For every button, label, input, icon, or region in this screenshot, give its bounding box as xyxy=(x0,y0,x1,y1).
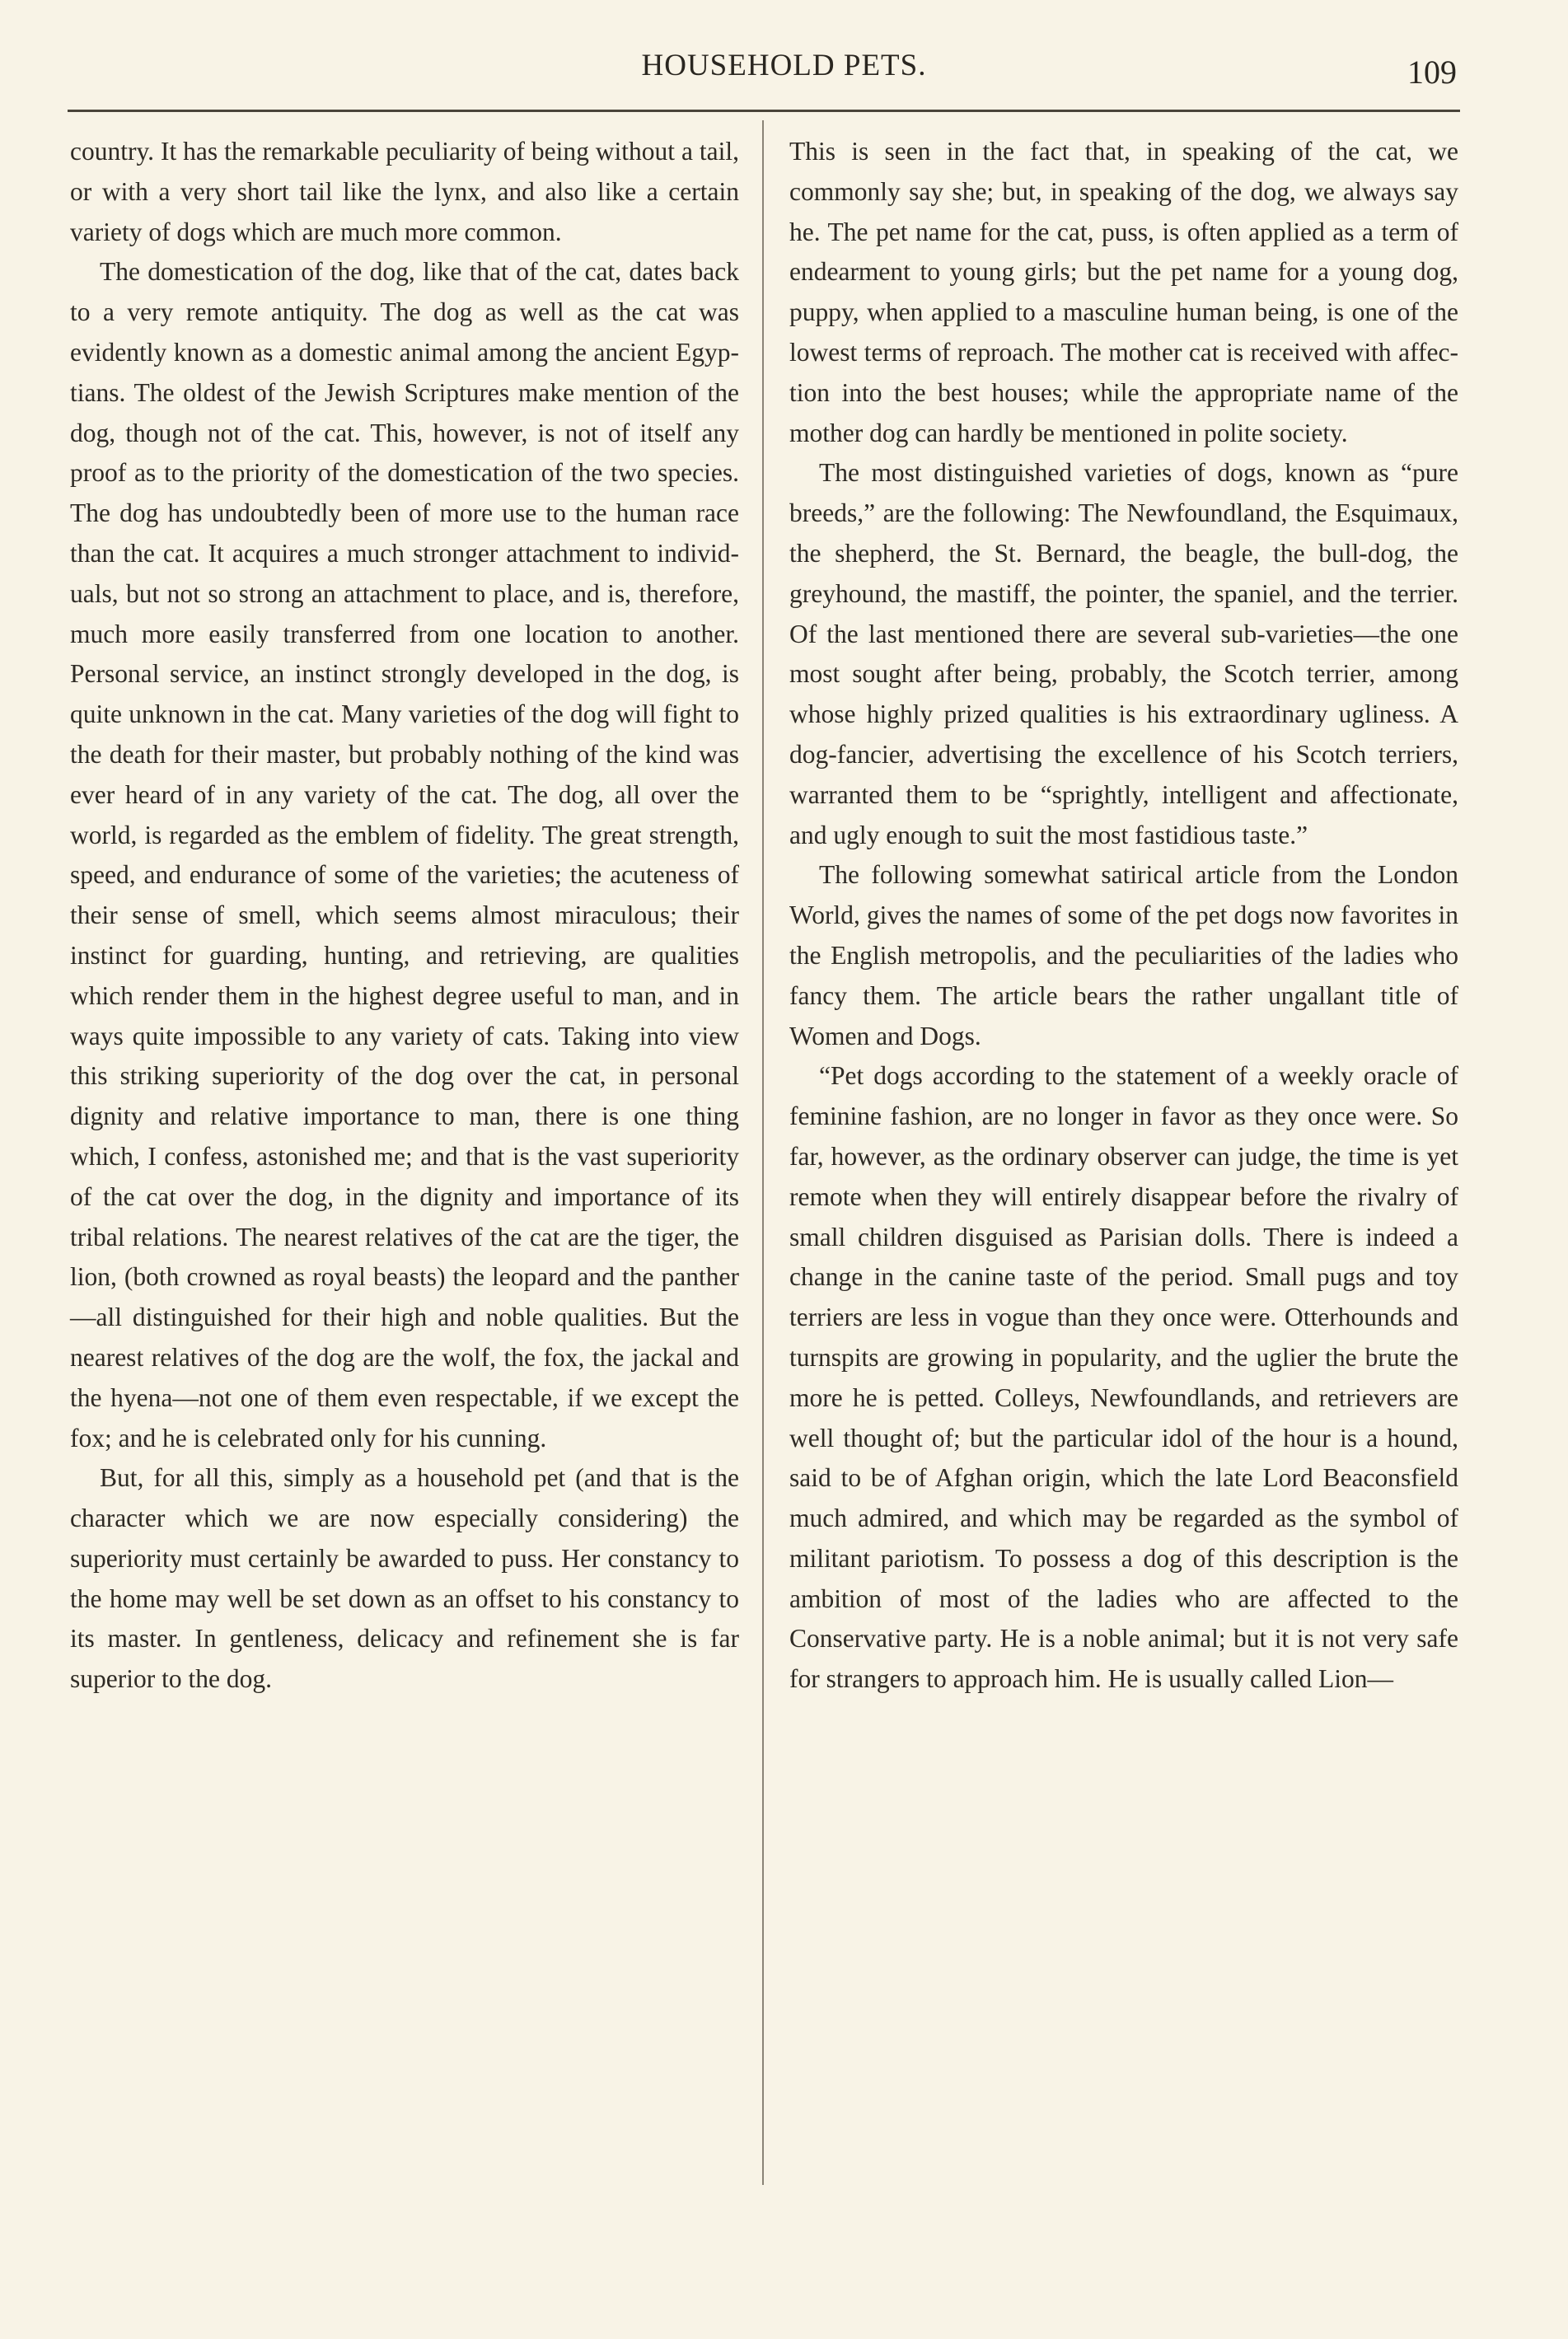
page-number: 109 xyxy=(1407,54,1457,91)
paragraph: But, for all this, simply as a household pet (and that is the character which we are now especially considering) the superiority must certainly be awarded to puss. Her constancy to the home may well be set down as an offset to his constancy to its master. In gentleness, delicacy and refinement she is far superior to the dog. xyxy=(70,1463,739,1694)
paragraph: “Pet dogs according to the statement of a weekly oracle of feminine fashion, are no longer in favor as they once were. So far, however, as the ordinary observer can judge, the time is yet remote when they will entirely disappear before the rivalry of small children disguised as Parisian dolls. There is indeed a change in the canine taste of the period. Small pugs and toy terriers are less in vogue than they once were. Otterhounds and turnspits are growing in popularity, and the uglier the brute the more he is petted. Colleys, Newfoundlands, and retrievers are well thought of; but the particular idol of the hour is a hound, said to be of Afghan origin, which the late Lord Beaconsfield much admired, and which may be regarded as the symbol of militant pariotism. To possess a dog of this description is the ambition of most of the ladies who are affected to the Conservative party. He is a noble animal; but it is not very safe for strangers to approach him. He is usually called Lion— xyxy=(789,1061,1458,1694)
paragraph: This is seen in the fact that, in speaking of the cat, we commonly say she; but, in speaking of the dog, we always say he. The pet name for the cat, puss, is often applied as a term of endearment to young girls; but the pet name for a young dog, puppy, when applied to a masculine human being, is one of the lowest terms of reproach. The mother cat is received with affection into the best houses; while the appropriate name of the mother dog can hardly be mentioned in polite society. xyxy=(789,137,1458,447)
paragraph: The following somewhat satirical article from the London World, gives the names of some of the pet dogs now favorites in the English metropolis, and the peculiarities of the ladies who fancy them. The article bears the rather ungallant title of Women and Dogs. xyxy=(789,860,1458,1050)
paragraph: The most distinguished varieties of dogs, known as “pure breeds,” are the following: The Newfoundland, the Esquimaux, the shepherd, the St. Bernard, the beagle, the bull-dog, the greyhound, the mastiff, the pointer, the spaniel, and the terrier. Of the last mentioned there are several sub-varieties—the one most sought after being, probably, the Scotch terrier, among whose highly prized qualities is his extraordinary ugliness. A dog-fancier, advertising the excellence of his Scotch terriers, warranted them to be “sprightly, intelligent and affectionate, and ugly enough to suit the most fastidious taste.” xyxy=(789,458,1458,849)
running-title: HOUSEHOLD PETS. xyxy=(641,49,927,82)
paragraph: The domestication of the dog, like that of the cat, dates back to a very remote antiquity. The dog as well as the cat was evidently known as a domestic animal among the ancient Egyptians. The oldest of the Jewish Scriptures make mention of the dog, though not of the cat. This, however, is not of itself any proof as to the priority of the domestication of the two species. The dog has undoubtedly been of more use to the human race than the cat. It acquires a much stronger attachment to individuals, but not so strong an attachment to place, and is, therefore, much more easily transferred from one location to another. Personal service, an instinct strongly developed in the dog, is quite unknown in the cat. Many varieties of the dog will fight to the death for their master, but probably nothing of the kind was ever heard of in any variety of the cat. The dog, all over the world, is regarded as the emblem of fidelity. The great strength, speed, and endurance of some of the varieties; the acuteness of their sense of smell, which seems almost miraculous; their instinct for guarding, hunting, and retrieving, are qualities which render them in the highest degree useful to man, and in ways quite impossible to any variety of cats. Taking into view this striking superiority of the dog over the cat, in personal dignity and relative importance to man, there is one thing which, I confess, astonished me; and that is the vast superiority of the cat over the dog, in the dignity and importance of its tribal relations. The nearest relatives of the cat are the tiger, the lion, (both crowned as royal beasts) the leopard and the panther—all distinguished for their high and noble qualities. But the nearest relatives of the dog are the wolf, the fox, the jackal and the hyena—not one of them even respectable, if we except the fox; and he is celebrated only for his cunning. xyxy=(70,257,739,1453)
header-rule xyxy=(68,110,1460,112)
paragraph: country. It has the remarkable peculiarity of being without a tail, or with a very short tail like the lynx, and also like a certain variety of dogs which are much more common. xyxy=(70,137,739,246)
right-column xyxy=(789,132,1458,1700)
column-divider xyxy=(762,120,764,2185)
left-column xyxy=(70,132,739,1700)
